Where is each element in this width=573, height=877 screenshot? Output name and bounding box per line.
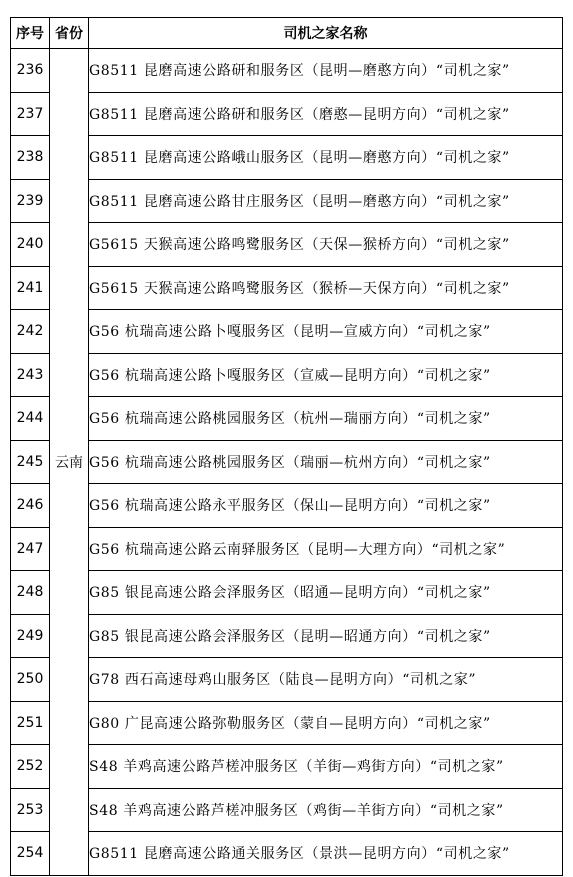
service-area-name: G85 银昆高速公路会泽服务区（昭通—昆明方向）“司机之家” (89, 571, 563, 615)
service-area-name: G56 杭瑞高速公路永平服务区（保山—昆明方向）“司机之家” (89, 484, 563, 528)
service-area-name: G5615 天猴高速公路鸣鹭服务区（天保—猴桥方向）“司机之家” (89, 223, 563, 267)
service-area-name: G56 杭瑞高速公路卜嘎服务区（昆明—宣威方向）“司机之家” (89, 310, 563, 354)
row-number: 240 (11, 223, 50, 267)
table-row (11, 527, 563, 571)
table-row (11, 310, 563, 354)
row-number: 239 (11, 179, 50, 223)
service-area-name: G8511 昆磨高速公路研和服务区（磨憨—昆明方向）“司机之家” (89, 92, 563, 136)
header-name: 司机之家名称 (89, 18, 563, 49)
row-number: 245 (11, 440, 50, 484)
row-number: 249 (11, 614, 50, 658)
table-row (11, 440, 563, 484)
row-number: 252 (11, 745, 50, 789)
service-area-name: S48 羊鸡高速公路芦槎冲服务区（羊街—鸡街方向）“司机之家” (89, 745, 563, 789)
row-number: 246 (11, 484, 50, 528)
row-number: 248 (11, 571, 50, 615)
service-area-name: G8511 昆磨高速公路研和服务区（昆明—磨憨方向）“司机之家” (89, 49, 563, 93)
service-area-name: G78 西石高速母鸡山服务区（陆良—昆明方向）“司机之家” (89, 658, 563, 702)
row-number: 250 (11, 658, 50, 702)
service-area-name: G56 杭瑞高速公路桃园服务区（杭州—瑞丽方向）“司机之家” (89, 397, 563, 441)
province-cell: 云南 (50, 49, 89, 876)
row-number: 247 (11, 527, 50, 571)
table-row (11, 266, 563, 310)
service-area-name: G80 广昆高速公路弥勒服务区（蒙自—昆明方向）“司机之家” (89, 701, 563, 745)
table-row (11, 179, 563, 223)
row-number: 243 (11, 353, 50, 397)
row-number: 236 (11, 49, 50, 93)
row-number: 251 (11, 701, 50, 745)
row-number: 237 (11, 92, 50, 136)
driver-home-table (10, 17, 563, 876)
table-row (11, 658, 563, 702)
header-number: 序号 (11, 18, 50, 49)
table-row (11, 832, 563, 876)
row-number: 242 (11, 310, 50, 354)
service-area-name: S48 羊鸡高速公路芦槎冲服务区（鸡街—羊街方向）“司机之家” (89, 788, 563, 832)
table-row (11, 571, 563, 615)
table-row (11, 92, 563, 136)
table-row (11, 484, 563, 528)
row-number: 241 (11, 266, 50, 310)
table-body (11, 49, 563, 876)
table-row (11, 223, 563, 267)
row-number: 238 (11, 136, 50, 180)
header-province: 省份 (50, 18, 89, 49)
table-row (11, 136, 563, 180)
table-row (11, 614, 563, 658)
table-row (11, 701, 563, 745)
service-area-name: G85 银昆高速公路会泽服务区（昆明—昭通方向）“司机之家” (89, 614, 563, 658)
service-area-name: G56 杭瑞高速公路卜嘎服务区（宣威—昆明方向）“司机之家” (89, 353, 563, 397)
row-number: 253 (11, 788, 50, 832)
service-area-name: G8511 昆磨高速公路峨山服务区（昆明—磨憨方向）“司机之家” (89, 136, 563, 180)
table-row (11, 397, 563, 441)
table-row (11, 788, 563, 832)
service-area-name: G5615 天猴高速公路鸣鹭服务区（猴桥—天保方向）“司机之家” (89, 266, 563, 310)
row-number: 244 (11, 397, 50, 441)
table-row (11, 745, 563, 789)
service-area-name: G56 杭瑞高速公路桃园服务区（瑞丽—杭州方向）“司机之家” (89, 440, 563, 484)
table-header-row (11, 18, 563, 49)
table-row (11, 353, 563, 397)
driver-home-list (10, 17, 562, 876)
service-area-name: G8511 昆磨高速公路甘庄服务区（昆明—磨憨方向）“司机之家” (89, 179, 563, 223)
service-area-name: G8511 昆磨高速公路通关服务区（景洪—昆明方向）“司机之家” (89, 832, 563, 876)
table-row (11, 49, 563, 93)
row-number: 254 (11, 832, 50, 876)
service-area-name: G56 杭瑞高速公路云南驿服务区（昆明—大理方向）“司机之家” (89, 527, 563, 571)
